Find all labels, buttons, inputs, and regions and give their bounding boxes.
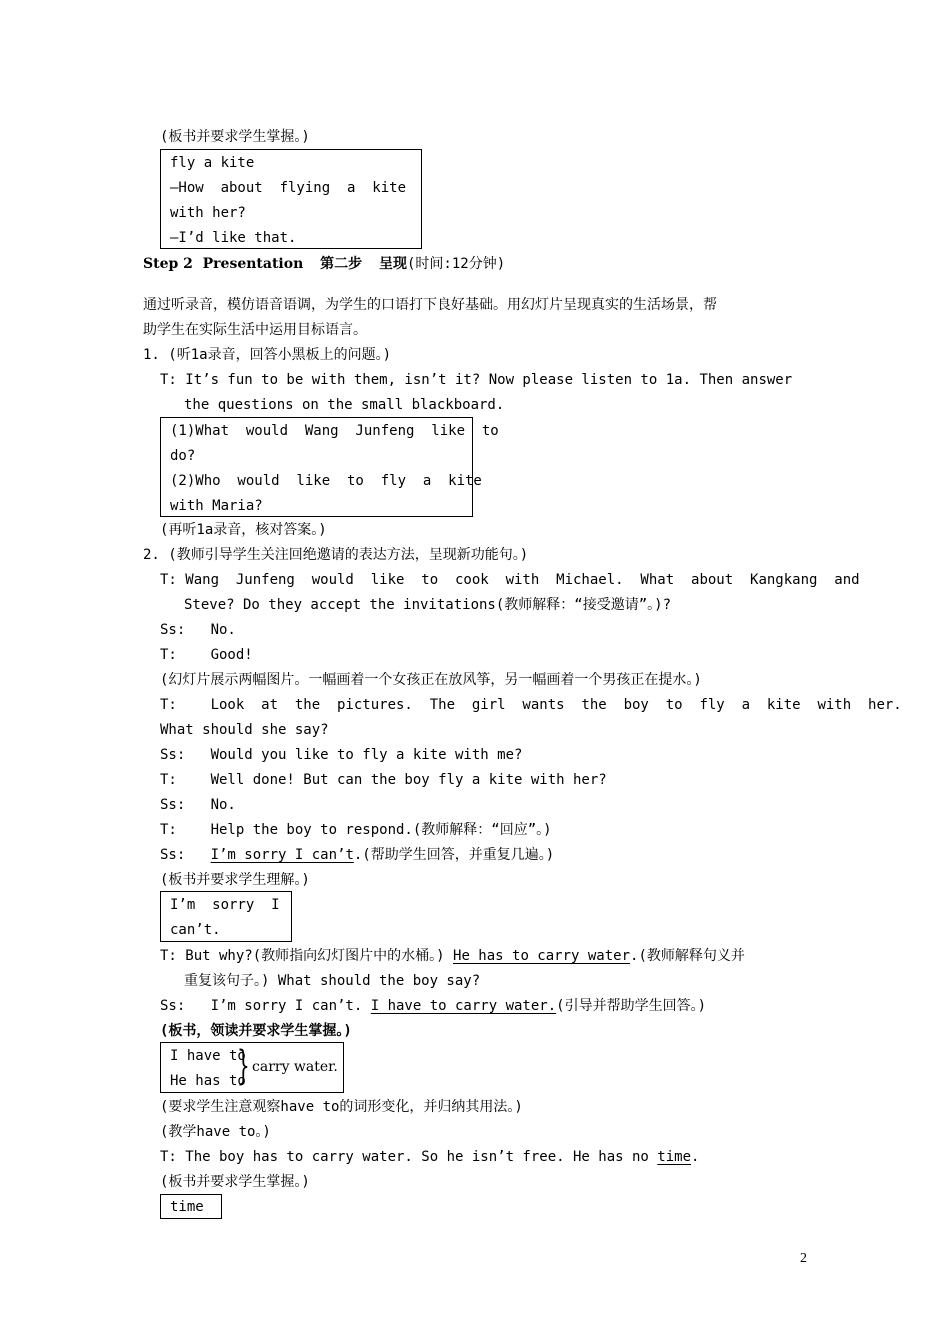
box-line: He has to bbox=[170, 1073, 246, 1089]
underlined-text: I’m sorry I can’t bbox=[210, 847, 354, 863]
text-run: .(教师解释句义并 bbox=[630, 948, 745, 964]
dialog-line: Ss: No. bbox=[160, 797, 236, 813]
text-run: . bbox=[691, 1149, 700, 1165]
step-heading-en: Step 2 Presentation bbox=[143, 256, 304, 272]
dialog-line: T: Good! bbox=[160, 647, 253, 663]
box-line: time bbox=[170, 1199, 204, 1215]
note-board: (板书并要求学生掌握。) bbox=[160, 129, 310, 145]
text-run: Ss: bbox=[160, 847, 211, 863]
text-run: T: The boy has to carry water. So he isn’t free. He has no bbox=[160, 1149, 658, 1165]
board-box-questions bbox=[160, 417, 499, 517]
box-line: can’t. bbox=[170, 922, 221, 938]
dialog-line: Ss: Would you like to fly a kite with me? bbox=[160, 747, 523, 763]
brace-symbol: } bbox=[237, 1043, 250, 1089]
note-teach: (教学have to。) bbox=[160, 1124, 271, 1140]
dialog-line: What should she say? bbox=[160, 722, 329, 738]
box-line: do? bbox=[170, 448, 196, 464]
dialog-line: Ss: No. bbox=[160, 622, 236, 638]
dialog-line: T: Help the boy to respond.(教师解释：“回应”。) bbox=[160, 822, 552, 838]
underlined-text: time bbox=[657, 1149, 692, 1165]
text-run: (引导并帮助学生回答。) bbox=[556, 998, 707, 1014]
note-relisten: (再听1a录音，核对答案。) bbox=[160, 522, 327, 538]
text-run: .(帮助学生回答，并重复几遍。) bbox=[353, 847, 555, 863]
box-line: carry water. bbox=[252, 1059, 338, 1075]
note-board-final: (板书并要求学生掌握。) bbox=[160, 1174, 310, 1190]
board-box-time bbox=[160, 1194, 222, 1219]
note-slides: (幻灯片展示两幅图片。一幅画着一个女孩正在放风筝，另一幅画着一个男孩正在提水。) bbox=[160, 672, 702, 688]
dialog-line bbox=[160, 1147, 699, 1167]
dialog-line: 重复该句子。) What should the boy say? bbox=[184, 973, 481, 989]
box-line: with her? bbox=[170, 205, 246, 221]
board-box-kite bbox=[160, 149, 422, 249]
dialog-line: T: Well done! But can the boy fly a kite with her? bbox=[160, 772, 607, 788]
board-box-sorry bbox=[160, 891, 292, 942]
dialog-line: the questions on the small blackboard. bbox=[184, 397, 505, 413]
item-1: 1. (听1a录音，回答小黑板上的问题。) bbox=[143, 347, 392, 363]
note-board-lead: (板书，领读并要求学生掌握。) bbox=[160, 1023, 352, 1039]
page-number: 2 bbox=[800, 1251, 807, 1266]
dialog-line: T: Wang Junfeng would like to cook with Michael. What about Kangkang and bbox=[160, 572, 860, 588]
dialog-line: T: It’s fun to be with them, isn’t it? Now please listen to 1a. Then answer bbox=[160, 372, 793, 388]
box-line: I have to bbox=[170, 1048, 246, 1064]
box-line: (1)What would Wang Junfeng like to bbox=[170, 423, 499, 439]
item-2: 2. (教师引导学生关注回绝邀请的表达方法，呈现新功能句。) bbox=[143, 547, 529, 563]
paragraph-line: 助学生在实际生活中运用目标语言。 bbox=[143, 322, 367, 338]
step-heading-time: (时间:12分钟) bbox=[406, 256, 506, 272]
step-heading-cn: 第二步 呈现 bbox=[320, 256, 407, 272]
dialog-line bbox=[160, 845, 554, 865]
box-line: fly a kite bbox=[170, 155, 255, 171]
note-board-understand: (板书并要求学生理解。) bbox=[160, 872, 310, 888]
dialog-line: Steve? Do they accept the invitations(教师解释：“接受邀请”。)? bbox=[184, 597, 672, 613]
box-line: with Maria? bbox=[170, 498, 263, 514]
box-line: —How about flying a kite bbox=[170, 180, 407, 196]
underlined-text: I have to carry water. bbox=[370, 998, 557, 1014]
note-observe: (要求学生注意观察have to的词形变化，并归纳其用法。) bbox=[160, 1099, 523, 1115]
dialog-line: T: Look at the pictures. The girl wants the boy to fly a kite with her. bbox=[160, 697, 902, 713]
paragraph-line: 通过听录音，模仿语音语调，为学生的口语打下良好基础。用幻灯片呈现真实的生活场景，帮 bbox=[143, 297, 717, 313]
box-line: (2)Who would like to fly a kite bbox=[170, 473, 482, 489]
text-run: Ss: I’m sorry I can’t. bbox=[160, 998, 371, 1014]
board-box-have-to bbox=[160, 1042, 344, 1093]
text-run: T: But why?(教师指向幻灯图片中的水桶。) bbox=[160, 948, 454, 964]
box-line: —I’d like that. bbox=[170, 230, 297, 246]
dialog-line bbox=[160, 946, 745, 966]
underlined-text: He has to carry water bbox=[453, 948, 631, 964]
dialog-line bbox=[160, 996, 706, 1016]
box-line: I’m sorry I bbox=[170, 897, 280, 913]
step-heading bbox=[143, 254, 505, 274]
